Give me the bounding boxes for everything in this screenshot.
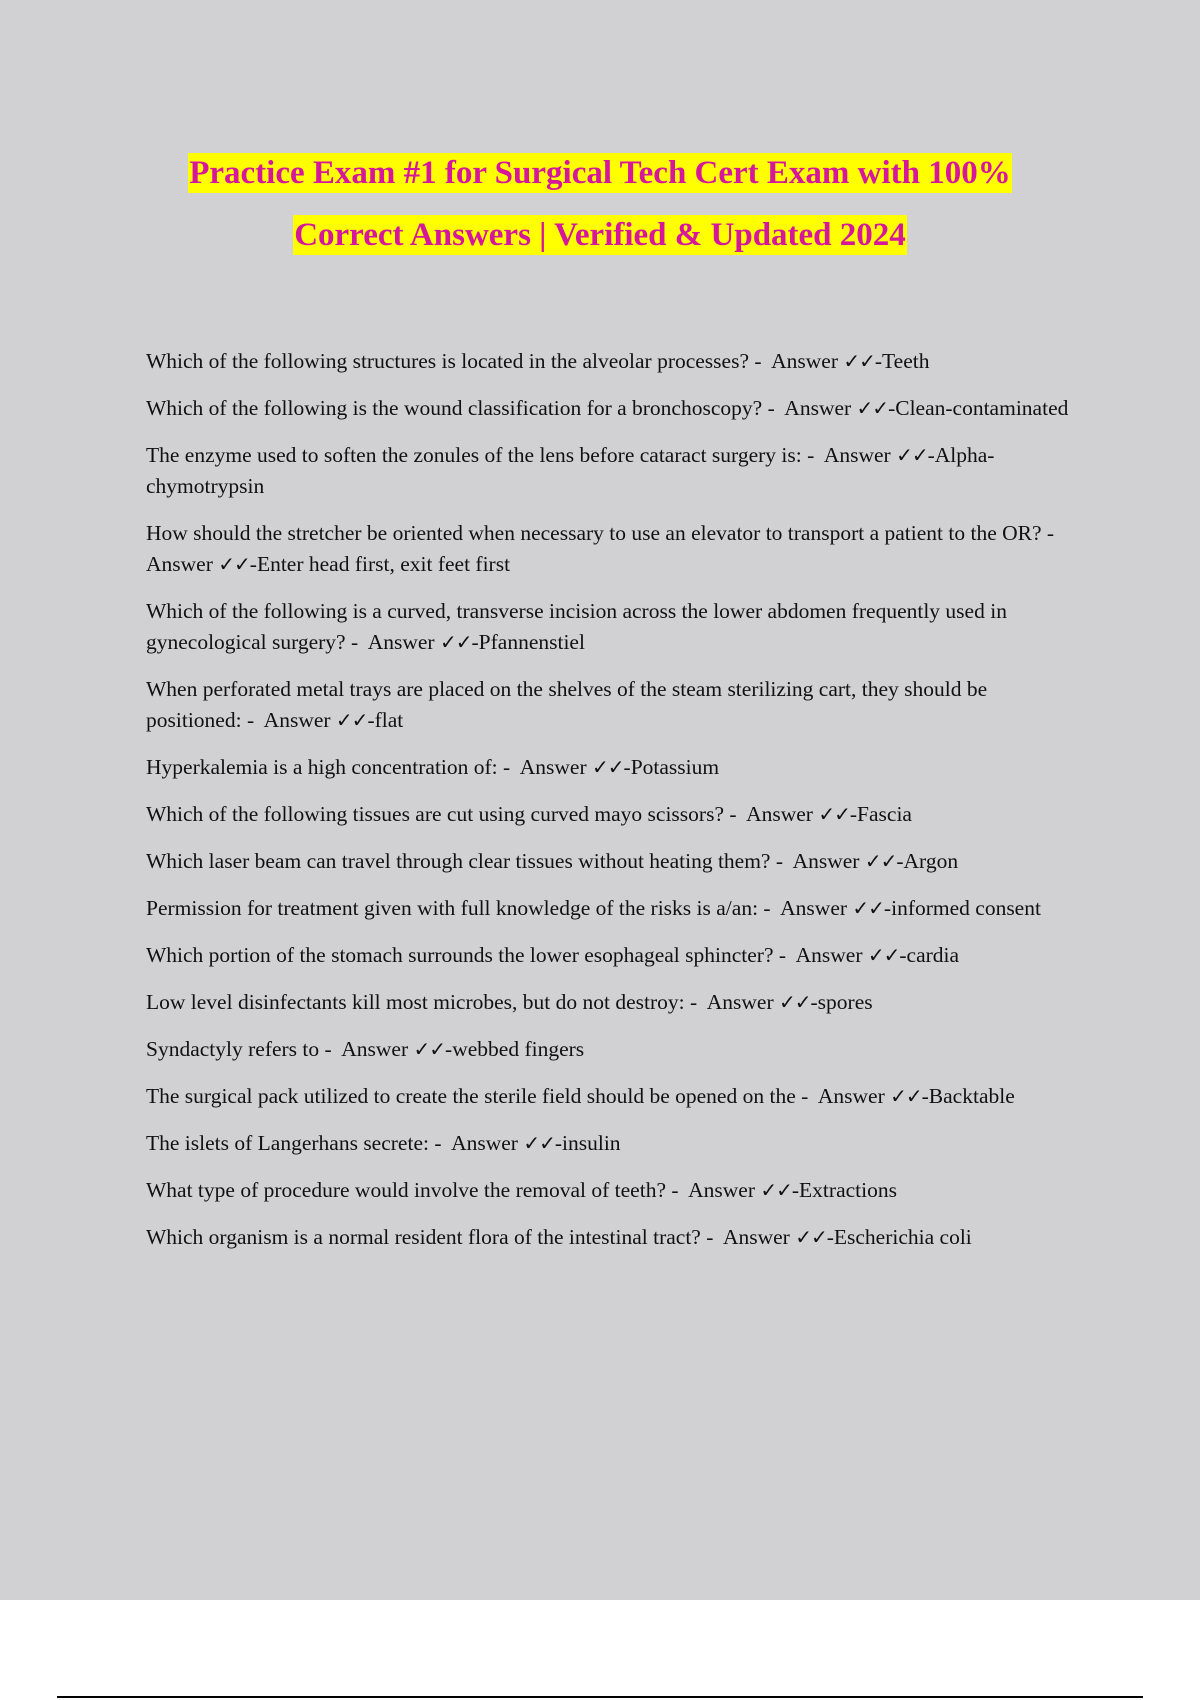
answer-text: Teeth bbox=[882, 349, 930, 373]
check-icon: ✓✓ bbox=[413, 1037, 446, 1061]
check-icon: ✓✓ bbox=[592, 755, 624, 779]
answer-text: Enter head first, exit feet first bbox=[256, 552, 511, 576]
answer-text: Clean-contaminated bbox=[895, 396, 1069, 420]
answer-label: Answer bbox=[792, 849, 860, 873]
check-icon: ✓✓ bbox=[867, 943, 900, 967]
check-icon: ✓✓ bbox=[523, 1131, 555, 1155]
question-text: Permission for treatment given with full knowledge of the risks is a/an: bbox=[146, 896, 759, 920]
answer-label: Answer bbox=[367, 630, 435, 654]
check-icon: ✓✓ bbox=[890, 1084, 922, 1108]
answer-label: Answer bbox=[817, 1084, 885, 1108]
answer-text: Pfannenstiel bbox=[478, 630, 585, 654]
answer-label: Answer bbox=[519, 755, 587, 779]
check-icon: ✓✓ bbox=[852, 896, 884, 920]
answer-text: Alpha-chymotrypsin bbox=[146, 443, 995, 498]
question-text: The enzyme used to soften the zonules of the lens before cataract surgery is: bbox=[146, 443, 802, 467]
answer-text: Escherichia coli bbox=[833, 1225, 972, 1249]
answer-text: Potassium bbox=[630, 755, 720, 779]
answer-label: Answer bbox=[146, 552, 213, 576]
question-text: Which of the following structures is located in the alveolar processes? bbox=[146, 349, 749, 373]
document-title bbox=[0, 142, 1200, 266]
answer-label: Answer bbox=[451, 1131, 518, 1155]
answer-text: insulin bbox=[562, 1131, 621, 1155]
answer-label: Answer bbox=[746, 802, 813, 826]
qa-item: What type of procedure would involve the removal of teeth? - Answer ✓✓-Extractions bbox=[146, 1178, 897, 1202]
check-icon: ✓✓ bbox=[335, 708, 368, 732]
question-text: Which of the following is a curved, transverse incision across the lower abdomen frequently used in gynecological surgery? bbox=[146, 599, 1007, 654]
qa-item: How should the stretcher be oriented when necessary to use an elevator to transport a patient to the OR? - Answer ✓✓-Enter head first, exit feet first bbox=[146, 521, 1060, 576]
answer-label: Answer bbox=[795, 943, 863, 967]
qa-item: The enzyme used to soften the zonules of the lens before cataract surgery is: - Answer ✓✓-Alpha-chymotrypsin bbox=[146, 443, 995, 498]
qa-item: Which of the following is the wound classification for a bronchoscopy? - Answer ✓✓-Clean-contaminated bbox=[146, 396, 1069, 420]
question-text: Low level disinfectants kill most microbes, but do not destroy: bbox=[146, 990, 685, 1014]
check-icon: ✓✓ bbox=[439, 630, 472, 654]
qa-item: Syndactyly refers to - Answer ✓✓-webbed fingers bbox=[146, 1037, 585, 1061]
answer-text: spores bbox=[817, 990, 873, 1014]
check-icon: ✓✓ bbox=[778, 990, 811, 1014]
qa-item: Permission for treatment given with full knowledge of the risks is a/an: - Answer ✓✓-informed consent bbox=[146, 896, 1041, 920]
question-text: When perforated metal trays are placed on the shelves of the steam sterilizing cart, they should be positioned: bbox=[146, 677, 988, 732]
qa-item: Which laser beam can travel through clear tissues without heating them? - Answer ✓✓-Argon bbox=[146, 849, 959, 873]
qa-item: Which of the following structures is located in the alveolar processes? - Answer ✓✓-Teeth bbox=[146, 349, 930, 373]
question-text: Which organism is a normal resident flora of the intestinal tract? bbox=[146, 1225, 701, 1249]
question-text: How should the stretcher be oriented when necessary to use an elevator to transport a patient to the OR? bbox=[146, 521, 1042, 545]
question-text: Which portion of the stomach surrounds the lower esophageal sphincter? bbox=[146, 943, 774, 967]
check-icon: ✓✓ bbox=[856, 396, 889, 420]
question-text: The surgical pack utilized to create the sterile field should be opened on the bbox=[146, 1084, 796, 1108]
answer-text: Backtable bbox=[928, 1084, 1015, 1108]
title-line-1: Practice Exam #1 for Surgical Tech Cert Exam with 100% bbox=[189, 155, 1011, 191]
question-text: Syndactyly refers to bbox=[146, 1037, 320, 1061]
qa-list bbox=[146, 346, 1086, 1269]
answer-label: Answer bbox=[784, 396, 852, 420]
question-text: The islets of Langerhans secrete: bbox=[146, 1131, 429, 1155]
answer-text: cardia bbox=[906, 943, 960, 967]
qa-item: Which portion of the stomach surrounds the lower esophageal sphincter? - Answer ✓✓-cardia bbox=[146, 943, 960, 967]
qa-item: Low level disinfectants kill most microbes, but do not destroy: - Answer ✓✓-spores bbox=[146, 990, 873, 1014]
answer-text: webbed fingers bbox=[452, 1037, 585, 1061]
answer-text: flat bbox=[374, 708, 404, 732]
answer-text: Extractions bbox=[799, 1178, 897, 1202]
qa-item: The islets of Langerhans secrete: - Answer ✓✓-insulin bbox=[146, 1131, 621, 1155]
answer-label: Answer bbox=[263, 708, 331, 732]
qa-item: When perforated metal trays are placed on the shelves of the steam sterilizing cart, they should be positioned: - Answer ✓✓-flat bbox=[146, 677, 988, 732]
question-text: Which of the following tissues are cut using curved mayo scissors? bbox=[146, 802, 724, 826]
qa-item: Which of the following tissues are cut using curved mayo scissors? - Answer ✓✓-Fascia bbox=[146, 802, 912, 826]
answer-label: Answer bbox=[771, 349, 838, 373]
check-icon: ✓✓ bbox=[843, 349, 875, 373]
question-text: What type of procedure would involve the removal of teeth? bbox=[146, 1178, 666, 1202]
qa-item: Hyperkalemia is a high concentration of: - Answer ✓✓-Potassium bbox=[146, 755, 720, 779]
qa-item: Which organism is a normal resident flora of the intestinal tract? - Answer ✓✓-Escherichia coli bbox=[146, 1225, 972, 1249]
answer-label: Answer bbox=[341, 1037, 409, 1061]
check-icon: ✓✓ bbox=[795, 1225, 827, 1249]
check-icon: ✓✓ bbox=[864, 849, 897, 873]
answer-text: Argon bbox=[903, 849, 959, 873]
question-text: Hyperkalemia is a high concentration of: bbox=[146, 755, 498, 779]
check-icon: ✓✓ bbox=[760, 1178, 792, 1202]
answer-label: Answer bbox=[780, 896, 848, 920]
qa-item: The surgical pack utilized to create the sterile field should be opened on the - Answer ✓✓-Backtable bbox=[146, 1084, 1015, 1108]
question-text: Which of the following is the wound classification for a bronchoscopy? bbox=[146, 396, 763, 420]
answer-label: Answer bbox=[823, 443, 891, 467]
answer-text: informed consent bbox=[891, 896, 1041, 920]
qa-item: Which of the following is a curved, transverse incision across the lower abdomen frequently used in gynecological surgery? - Answer ✓✓-Pfannenstiel bbox=[146, 599, 1007, 654]
answer-label: Answer bbox=[722, 1225, 790, 1249]
question-text: Which laser beam can travel through clear tissues without heating them? bbox=[146, 849, 771, 873]
answer-text: Fascia bbox=[857, 802, 912, 826]
answer-label: Answer bbox=[706, 990, 774, 1014]
check-icon: ✓✓ bbox=[218, 552, 250, 576]
footer-rule bbox=[57, 1696, 1143, 1698]
check-icon: ✓✓ bbox=[896, 443, 928, 467]
check-icon: ✓✓ bbox=[818, 802, 850, 826]
answer-label: Answer bbox=[688, 1178, 755, 1202]
title-line-2: Correct Answers | Verified & Updated 2024 bbox=[294, 217, 906, 253]
